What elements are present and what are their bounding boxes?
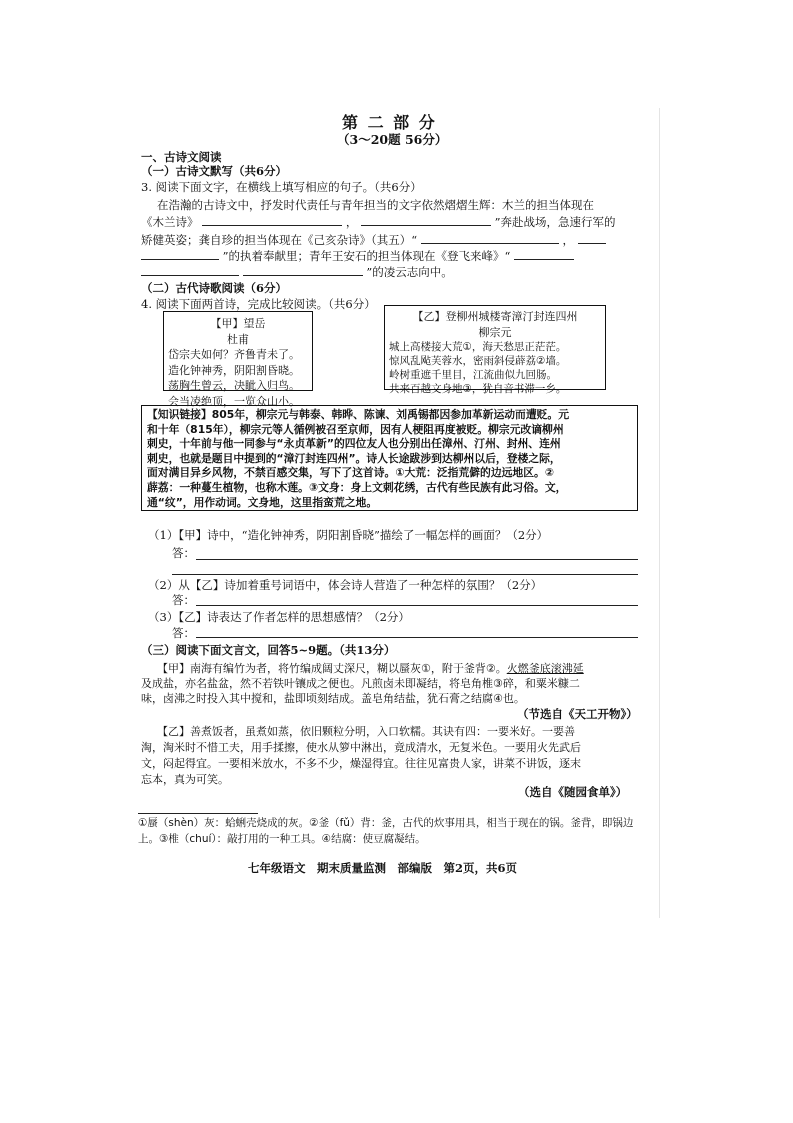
yi-source: （选自《随园食单》） (518, 785, 628, 799)
q3-text-line-3 (141, 232, 606, 248)
q3-text-line-1: 在浩瀚的古诗文中，抒发时代责任与青年担当的文字依然熠熠生辉：木兰的担当体现在 (157, 198, 594, 212)
fill-blank-3[interactable] (421, 232, 559, 244)
poem-jia-box (163, 311, 313, 408)
subquestion-3: （3）【乙】诗表达了作者怎样的思想感情？（2分） (148, 610, 410, 624)
yi-text-line-1: 【乙】善煮饭者，虽煮如蒸，依旧颗粒分明，入口软糯。其诀有四：一要米好。一要善 (157, 725, 575, 738)
q3-text-line-5 (141, 264, 453, 280)
question-3-prompt: 3. 阅读下面文字，在横线上填写相应的句子。（共6分） (141, 180, 422, 194)
poem-jia-author: 杜甫 (227, 333, 249, 346)
poem-yi-author: 柳宗元 (478, 326, 512, 339)
knowledge-line: 刺史，也就是题目中提到的“漳汀封连四州”。诗人长途跋涉到达柳州以后，登楼之际， (147, 451, 561, 465)
fill-blank-1[interactable] (202, 214, 342, 226)
jia-source: （节选自《天工开物》） (517, 707, 638, 721)
section-heading-3: （三）阅读下面文言文，回答5~9题。（共13分） (141, 643, 396, 657)
yi-text-line-2: 淘，淘米时不惜工夫，用手揉擦，使水从箩中淋出，竟成清水，无复米色。一要用火先武后 (141, 741, 581, 754)
knowledge-line: 薜荔：一种蔓生植物，也称木莲。③文身：身上文刺花绣，古代有些民族有此习俗。文， (147, 480, 567, 494)
fill-blank-4b[interactable] (141, 248, 219, 260)
poem-jia-line: 岱宗夫如何？齐鲁青未了。 (168, 348, 300, 361)
poem-jia-title: 【甲】望岳 (210, 317, 266, 330)
jia-line-1-underlined: 火燃釜底滚沸延 (506, 662, 584, 675)
subsection-heading-1: （一）古诗文默写（共6分） (141, 164, 288, 178)
yi-text-line-4: 忘本，真为可笑。 (141, 773, 229, 786)
answer-line-1a[interactable] (196, 559, 638, 560)
poem-jia-line: 造化钟神秀，阴阳割昏晓。 (168, 363, 300, 377)
q3-line2-end: ”奔赴战场，急速行军的 (494, 215, 616, 229)
fill-blank-5b[interactable] (141, 264, 239, 276)
poem-yi-line: 惊风乱飐芙蓉水，密雨斜侵薜荔②墙。 (389, 355, 567, 367)
knowledge-line: 面对满目异乡风物，不禁百感交集，写下了这首诗。①大荒：泛指荒僻的边远地区。② (147, 466, 554, 480)
jia-line-2-text: 及成盐，亦名盐盆，然不若铁叶镶成之便也。凡煎卤未即凝结，将皂角椎③碎，和粟米糠二 (141, 677, 580, 690)
fill-blank-2[interactable] (361, 214, 491, 226)
poem-yi-line: 城上高楼接大荒①，海天愁思正茫茫。 (389, 341, 567, 353)
footnote-line-1: ①蜃（shèn）灰：蛤蜊壳烧成的灰。②釜（fǔ）背：釜，古代的炊事用具，相当于现在的锅。釜背，即锅边 (138, 817, 634, 829)
q3-text-line-4 (141, 248, 574, 264)
page-edge-line (659, 108, 660, 918)
jia-line-1-text: 【甲】南海有编竹为者，将竹编成阔丈深尺，糊以蜃灰①，附于釜背②。 (157, 662, 507, 675)
q3-text-line-2 (141, 214, 616, 230)
yi-text-line-3: 文，闷起得宜。一要相米放水，不多不少，燥湿得宜。往往见富贵人家，讲菜不讲饭，逐末 (141, 757, 581, 770)
page-footer: 七年级语文 期末质量监测 部编版 第2页，共6页 (248, 861, 518, 875)
part-subtitle: （3～20题 56分） (337, 132, 448, 147)
knowledge-link-box (141, 405, 638, 511)
section-heading-1: 一、古诗文阅读 (141, 150, 222, 164)
jia-text-line-2 (141, 675, 580, 691)
jia-text-line-3: 味，卤沸之时投入其中搅和，盐即顷刻结成。盖皂角结盐，犹石膏之结腐④也。 (141, 692, 525, 705)
poem-yi-title: 【乙】登柳州城楼寄漳汀封连四州 (412, 310, 578, 323)
jia-text-line-1 (157, 660, 584, 676)
q3-line3-start: 矫健英姿；龚自珍的担当体现在《己亥杂诗》（其五）“ (141, 233, 418, 247)
knowledge-line: 刺史，十年前与他一同参与“永贞革新”的四位友人也分别出任漳州、汀州、封州、连州 (147, 437, 561, 451)
answer-label-1: 答： (172, 546, 195, 560)
poem-yi-line: 共来百越文身地③，犹自音书滞一乡。 (389, 383, 567, 395)
answer-label-2: 答： (172, 593, 195, 607)
poem-jia-line: 荡胸生曾云，决眦入归鸟。 (168, 379, 300, 392)
answer-line-2[interactable] (196, 605, 638, 606)
question-4-prompt: 4. 阅读下面两首诗，完成比较阅读。（共6分） (141, 297, 376, 311)
answer-label-3: 答： (172, 626, 195, 640)
knowledge-line: 通“纹”，用作动词。文身地，这里指蛮荒之地。 (147, 495, 378, 509)
answer-line-1b[interactable] (172, 574, 638, 575)
q3-line3-comma: ， (562, 233, 574, 247)
poem-yi-box (384, 305, 606, 395)
q3-line2-start: 《木兰诗》 (141, 215, 199, 229)
poem-yi-line: 岭树重遮千里目，江流曲似九回肠。 (389, 369, 557, 381)
answer-line-3[interactable] (196, 637, 638, 638)
subquestion-1: （1）【甲】诗中，“造化钟神秀，阴阳割昏晓”描绘了一幅怎样的画面？（2分） (148, 528, 549, 542)
q3-line2-comma: ， (345, 215, 358, 229)
subquestion-2: （2）从【乙】诗加着重号词语中，体会诗人营造了一种怎样的氛围？（2分） (148, 578, 543, 592)
q3-line5-end: ”的凌云志向中。 (366, 265, 453, 279)
footnote-line-2: 上。③椎（chuí）：敲打用的一种工具。④结腐：使豆腐凝结。 (138, 833, 426, 845)
q3-line4-text: ”的执着奉献里；青年王安石的担当体现在《登飞来峰》“ (222, 249, 511, 263)
fill-blank-6[interactable] (243, 264, 363, 276)
subsection-heading-2: （二）古代诗歌阅读（6分） (141, 281, 288, 295)
part-title: 第 二 部 分 (342, 113, 437, 132)
fill-blank-4a[interactable] (578, 232, 606, 244)
knowledge-line: 和十年（815年），柳宗元等人循例被召至京师，因有人梗阻再度被贬。柳宗元改谪柳州 (147, 422, 564, 436)
poem-jia-line: 会当凌绝顶，一览众山小。 (168, 394, 300, 408)
fill-blank-5a[interactable] (514, 248, 574, 260)
knowledge-line: 【知识链接】805年，柳宗元与韩泰、韩晔、陈谏、刘禹锡都因参加革新运动而遭贬。元 (147, 408, 570, 421)
footnote-divider (138, 813, 258, 814)
